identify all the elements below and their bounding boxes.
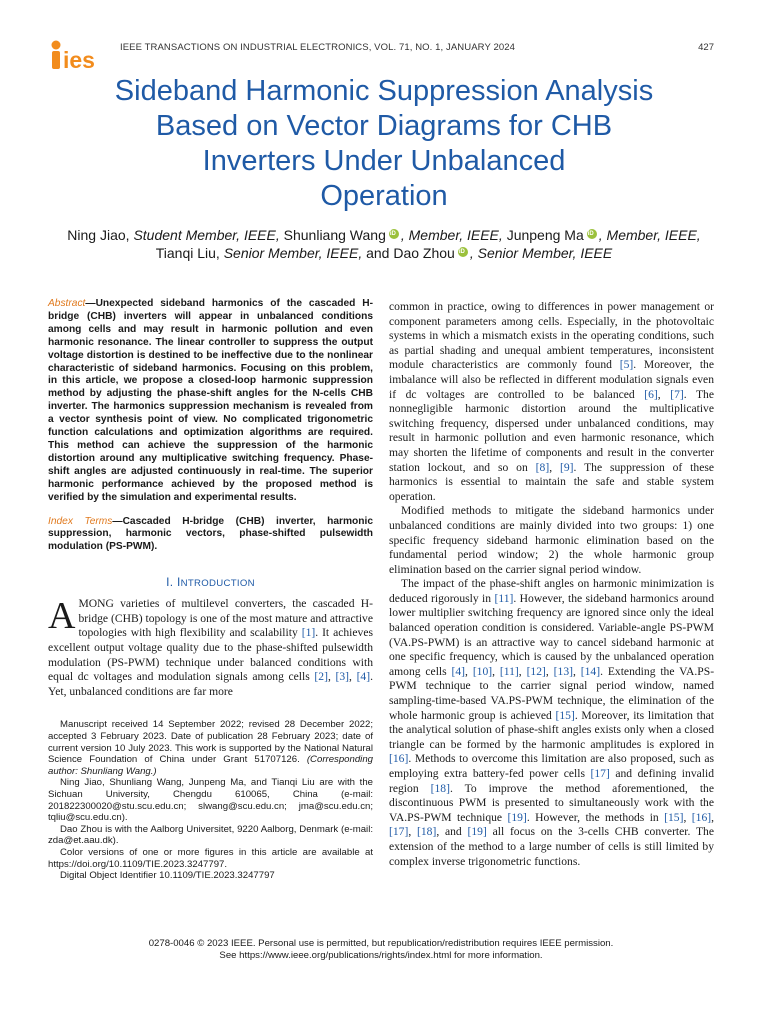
citation-link[interactable]: [8] [535,460,550,474]
author-ma: Junpeng Ma [506,227,584,243]
body-paragraph [389,300,714,504]
footnote-doi: Digital Object Identifier 10.1109/TIE.2023.3247797 [60,870,275,882]
abstract [48,298,373,505]
title-line-3: Inverters Under Unbalanced [202,145,566,177]
title-line-2: Based on Vector Diagrams for CHB [155,110,613,142]
orcid-icon[interactable] [458,247,468,257]
intro-text: . Yet, unbalanced conditions are far more [48,670,373,698]
section-title-initial: I [177,575,181,590]
citation-link[interactable]: [5] [619,358,634,372]
page-number: 427 [698,42,714,53]
citation-link[interactable]: [15] [664,810,684,824]
index-terms [48,516,373,555]
citation-link[interactable]: [10] [472,664,493,678]
paper-title [40,74,728,214]
author-jiao-membership: Student Member, IEEE, [133,227,284,243]
author-liu: Tianqi Liu, [155,245,224,261]
separator: , [465,664,473,678]
separator: , [572,664,581,678]
author-ma-membership: , Member, IEEE, [598,227,701,243]
footnote-color-figures: Color versions of one or more figures in this article are available at https://doi.org/10.1109/TIE.2023.3247797. [48,846,373,870]
citation-link[interactable]: [2] [314,670,328,684]
author-wang-membership: , Member, IEEE, [400,227,507,243]
copyright-footer [48,938,714,962]
author-jiao: Ning Jiao, [67,227,134,243]
section-title-rest: NTRODUCTION [180,578,255,590]
citation-link[interactable]: [12] [526,664,546,678]
body-text: and defining invalid region [389,767,714,795]
citation-link[interactable]: [14] [580,664,601,678]
orcid-icon[interactable] [389,229,399,239]
separator: , [545,664,554,678]
separator: , [683,810,692,824]
citation-link[interactable]: [19] [467,825,487,839]
separator: , [349,670,357,684]
journal-name: IEEE TRANSACTIONS ON INDUSTRIAL ELECTRONICS, VOL. 71, NO. 1, JANUARY 2024 [120,42,515,53]
ies-logo [48,38,110,72]
citation-link[interactable]: [17] [590,767,610,780]
drop-cap: A [48,595,76,638]
citation-link[interactable]: [19] [507,810,527,824]
intro-text: MONG varieties of multilevel converters, the cascaded H-bridge (CHB) topology is one of the most mature and attractive topologies with high flexibility and scalability [78,597,373,640]
separator: , [657,387,671,401]
separator: , [711,810,715,824]
body-text: common in practice, owing to differences in power management or component parameters among cells. Especially, in the photovoltaic systems in which a mismatch exists in the operating conditions, such as partial shading and unequal ambient temperatures, inconsistent module characteristics are commonly found [389,300,714,372]
footnote-text: Manuscript received 14 September 2022; revised 28 December 2022; accepted 3 February 2023. Date of publication 28 February 2023; date of current version 10 July 2023. This work is supported by the National Natural Science Foundation of China under Grant 51707126. [48,719,373,766]
citation-link[interactable]: [3] [335,670,350,684]
body-text: . Methods to overcome this limitation are also proposed, such as employing extra battery-fed power cells [389,752,714,780]
section-number: I. [166,575,178,590]
citation-link[interactable]: [18] [430,781,450,795]
title-line-4: Operation [320,180,448,212]
author-zhou-membership: , Senior Member, IEEE [469,245,613,261]
body-text: . The nonnegligible harmonic distortion around the multiplicative switching frequency, dispersed under unbalanced conditions, may result in harmonic pollution and even harmonic resonance, which may shorten the lifetime of components and result in the converter station lockout, and so on [389,387,714,474]
citation-link[interactable]: [16] [389,752,409,766]
title-line-1: Sideband Harmonic Suppression Analysis [114,75,654,107]
running-header [48,34,714,72]
body-text: . However, the sideband harmonics around lower multiplier switching frequency are ignored since only the ideal balanced operation condition is considered. Variable-angle PS-PWM (VA.PS-PWM) is an attractive way to cancel sideband harmonic at one specific frequency, which is caused by the unbalanced operation among cells [389,591,715,678]
body-text: . Extending the VA.PS-PWM technique to the carrier signal period window, named sampling-time-based VA.PS-PWM technique, the elimination of the whole harmonic group is achieved [389,664,715,722]
body-text: The impact of the phase-shift angles on harmonic minimization is deduced rigorously in [389,577,714,605]
citation-link[interactable]: [15] [555,708,575,722]
citation-link[interactable]: [7] [670,387,684,401]
logo-text: ies [63,47,95,72]
separator: , and [436,825,468,839]
body-paragraph: Modified methods to mitigate the sideband harmonics under unbalanced conditions are mainly divided into two groups: 1) one specific frequency sideband harmonic elimination based on the fundamental period window; 2) the whole harmonic group elimination based on the carrier signal period window. [389,504,714,576]
citation-link[interactable]: [4] [356,670,371,684]
first-page-footnote [48,719,373,881]
footnote-affiliation-scu: Ning Jiao, Shunliang Wang, Junpeng Ma, and Tianqi Liu are with the Sichuan University, Chengdu 610065, China (e-mail: 201822300020@stu.scu.edu.cn; slwang@scu.edu.cn; jma@scu.edu.cn; tqliu@scu.edu.cn). [48,777,373,824]
left-column [48,298,373,882]
index-terms-text: —Cascaded H-bridge (CHB) inverter, harmonic suppression, harmonic vectors, phase-shifted pulsewidth modulation (PS-PWM). [48,515,373,553]
citation-link[interactable]: [13] [553,664,573,678]
footnote-affiliation-aau: Dao Zhou is with the Aalborg Universitet, 9220 Aalborg, Denmark (e-mail: zda@et.aau.dk). [48,823,373,847]
section-heading-introduction [48,575,373,589]
body-text: . Moreover, the imbalance will also be reflected in different modulation signals even if dc voltages are controlled to be balanced [389,358,714,401]
body-text: all focus on the 3-cells CHB converter. The extension of the method to a large number of cells is still limited by complex inverse trigonometric functions. [389,825,715,868]
citation-link[interactable]: [11] [494,591,514,605]
copyright-line: 0278-0046 © 2023 IEEE. Personal use is permitted, but republication/redistribution requires IEEE permission. [148,938,614,949]
rights-link-line: See https://www.ieee.org/publications/rights/index.html for more information. [219,950,543,961]
citation-link[interactable]: [4] [451,664,466,678]
citation-link[interactable]: [16] [691,810,712,824]
abstract-text: —Unexpected sideband harmonics of the cascaded H-bridge (CHB) inverters will appear in unbalanced conditions among cells and may result in harmonic pollution and even harmonic resonance. The linear controller to suppress the output voltage distortion is destined to be ineffective due to the nonlinear characteristic of sideband harmonics. Focusing on this problem, in this article, we propose a closed-loop harmonic suppression method by adjusting the phase-shift angles for the N-cells CHB inverter. The harmonics suppression mechanism is revealed from a vector synthesis point of view. No complicated trigonometric function calculations and optimization algorithms are required. This method can achieve the suppression of the harmonic distortion around any multiplicative switching frequency. Phase-shift angles are adjusted continuously in real-time. The superior harmonic performance achieved by the proposed method is verified by the simulation and experimental results. [48,298,373,503]
author-zhou: Dao Zhou [393,245,455,261]
corresponding-author: (Corresponding author: Shunliang Wang.) [48,754,373,777]
citation-link[interactable]: [9] [559,460,574,474]
right-column [389,300,714,869]
citation-link[interactable]: [1] [301,626,316,640]
separator: , [518,664,527,678]
citation-link[interactable]: [11] [499,664,519,678]
index-terms-label: Index Terms [48,515,113,527]
author-list [40,226,728,262]
body-paragraph [389,577,714,869]
body-text: . However, the methods in [526,810,665,824]
citation-link[interactable]: [17] [389,825,409,839]
orcid-icon[interactable] [587,229,597,239]
intro-text: . It achieves excellent output voltage quality due to the phase-shifted pulsewidth modulation (PS-PWM) technique under balanced conditions with equal dc voltages and modulation signals among cells [48,626,373,684]
body-text: . The suppression of these harmonics is essential to maintain the safe and stable system operation. [389,460,714,503]
author-liu-membership: Senior Member, IEEE, [223,245,367,261]
author-wang: Shunliang Wang [283,227,386,243]
citation-link[interactable]: [6] [644,387,658,401]
abstract-label: Abstract [48,298,86,309]
separator: , [549,460,560,474]
separator: , [327,670,336,684]
footnote-manuscript [48,719,373,777]
body-text: . To improve the method aforementioned, the discontinuous PWM is presented to simultaneously work with the VA.PS-PWM technique [389,781,714,824]
separator: , [492,664,500,678]
intro-paragraph [48,597,373,699]
author-conjunction: and [366,245,394,261]
body-text: . Moreover, its limitation that the analytical solution of phase-shift angles exists only when a closed triangle can be formed by the harmonic amplitudes is explored in [389,708,714,751]
separator: , [408,825,417,839]
citation-link[interactable]: [18] [417,825,437,839]
